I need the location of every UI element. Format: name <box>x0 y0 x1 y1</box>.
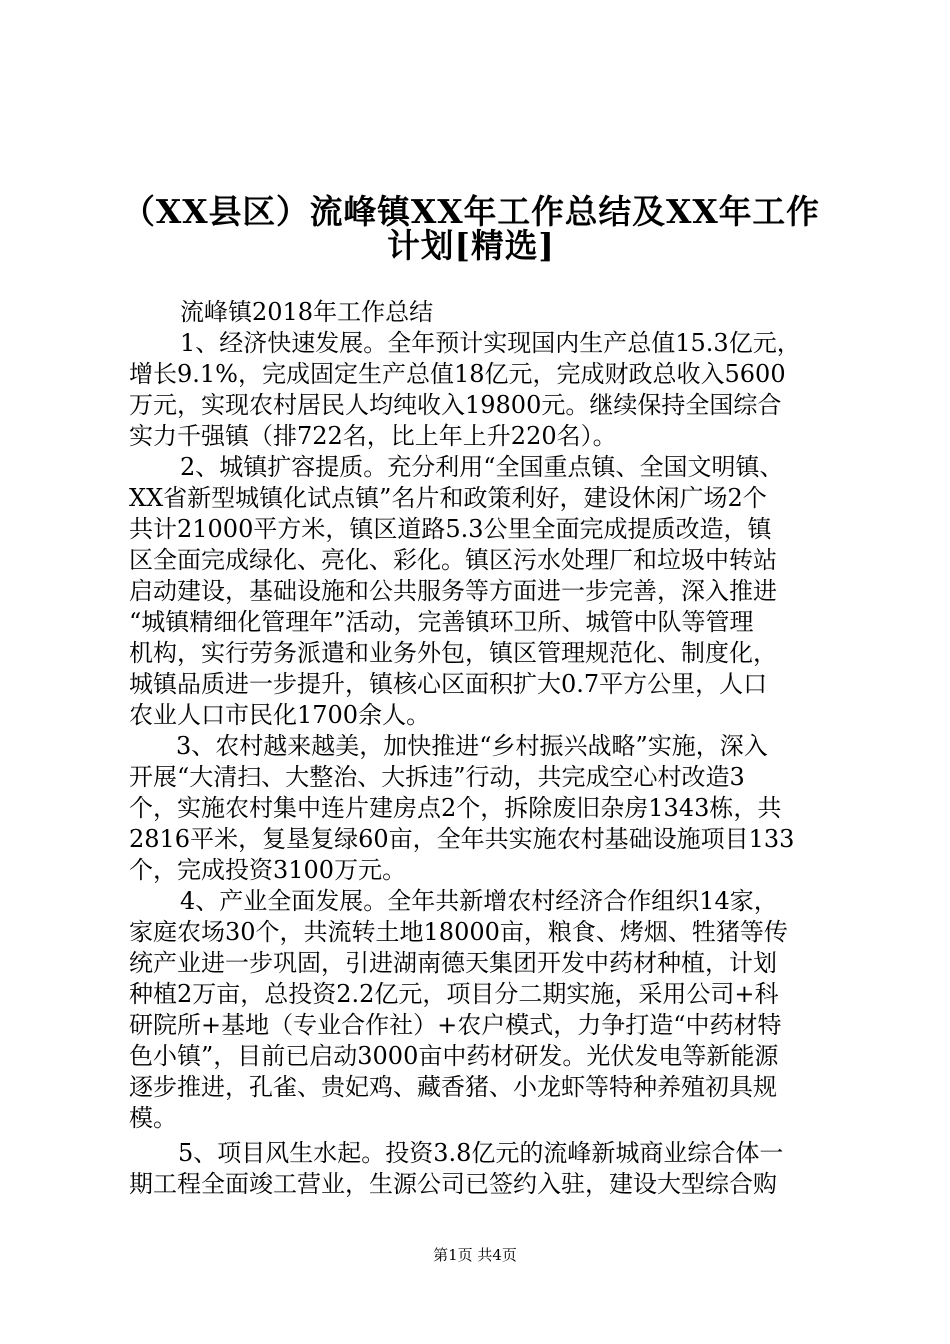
body-line: 实力千强镇（排722名，比上年上升220名）。 <box>129 422 617 450</box>
body-line: 流峰镇2018年工作总结 <box>180 298 434 326</box>
body-line: 共计21000平方米，镇区道路5.3公里全面完成提质改造，镇 <box>129 515 772 543</box>
document-title-line-2: 计划[精选] <box>387 226 555 265</box>
page-footer: 第1页 共4页 <box>433 1246 517 1264</box>
body-line: 逐步推进，孔雀、贵妃鸡、藏香猪、小龙虾等特种养殖初具规 <box>129 1073 777 1101</box>
body-line: 个，完成投资3100万元。 <box>129 856 407 884</box>
body-line: 2、城镇扩容提质。充分利用“全国重点镇、全国文明镇、 <box>180 453 784 481</box>
body-line: 3、农村越来越美，加快推进“乡村振兴战略”实施，深入 <box>176 732 768 760</box>
body-line: 机构，实行劳务派遣和业务外包，镇区管理规范化、制度化， <box>129 639 777 667</box>
body-line: “城镇精细化管理年”活动，完善镇环卫所、城管中队等管理 <box>129 608 754 636</box>
body-line: 增长9.1%，完成固定生产总值18亿元，完成财政总收入5600 <box>129 360 786 388</box>
body-line: XX省新型城镇化试点镇”名片和政策利好，建设休闲广场2个 <box>129 484 767 512</box>
body-line: 5、项目风生水起。投资3.8亿元的流峰新城商业综合体一 <box>178 1139 784 1167</box>
body-line: 家庭农场30个，共流转土地18000亩，粮食、烤烟、牲猪等传 <box>129 918 788 946</box>
body-line: 个，实施农村集中连片建房点2个，拆除废旧杂房1343栋，共 <box>129 794 782 822</box>
body-line: 区全面完成绿化、亮化、彩化。镇区污水处理厂和垃圾中转站 <box>129 546 777 574</box>
body-line: 启动建设，基础设施和公共服务等方面进一步完善，深入推进 <box>129 577 777 605</box>
document-title-line-1: （XX县区）流峰镇XX年工作总结及XX年工作 <box>122 192 820 231</box>
body-line: 2816平米，复垦复绿60亩，全年共实施农村基础设施项目133 <box>129 825 795 853</box>
body-line: 1、经济快速发展。全年预计实现国内生产总值15.3亿元， <box>180 329 801 357</box>
body-line: 4、产业全面发展。全年共新增农村经济合作组织14家， <box>180 887 778 915</box>
body-line: 万元，实现农村居民人均纯收入19800元。继续保持全国综合 <box>129 391 782 419</box>
body-line: 色小镇”，目前已启动3000亩中药材研发。光伏发电等新能源 <box>129 1042 779 1070</box>
body-line: 开展“大清扫、大整治、大拆违”行动，共完成空心村改造3 <box>129 763 745 791</box>
body-line: 研院所+基地（专业合作社）+农户模式，力争打造“中药材特 <box>129 1011 782 1039</box>
body-line: 统产业进一步巩固，引进湖南德天集团开发中药材种植，计划 <box>129 949 777 977</box>
body-line: 种植2万亩，总投资2.2亿元，项目分二期实施，采用公司+科 <box>129 980 779 1008</box>
body-line: 农业人口市民化1700余人。 <box>129 701 431 729</box>
body-line: 模。 <box>129 1104 177 1132</box>
body-line: 城镇品质进一步提升，镇核心区面积扩大0.7平方公里，人口 <box>129 670 768 698</box>
body-line: 期工程全面竣工营业，生源公司已签约入驻，建设大型综合购 <box>129 1170 777 1198</box>
